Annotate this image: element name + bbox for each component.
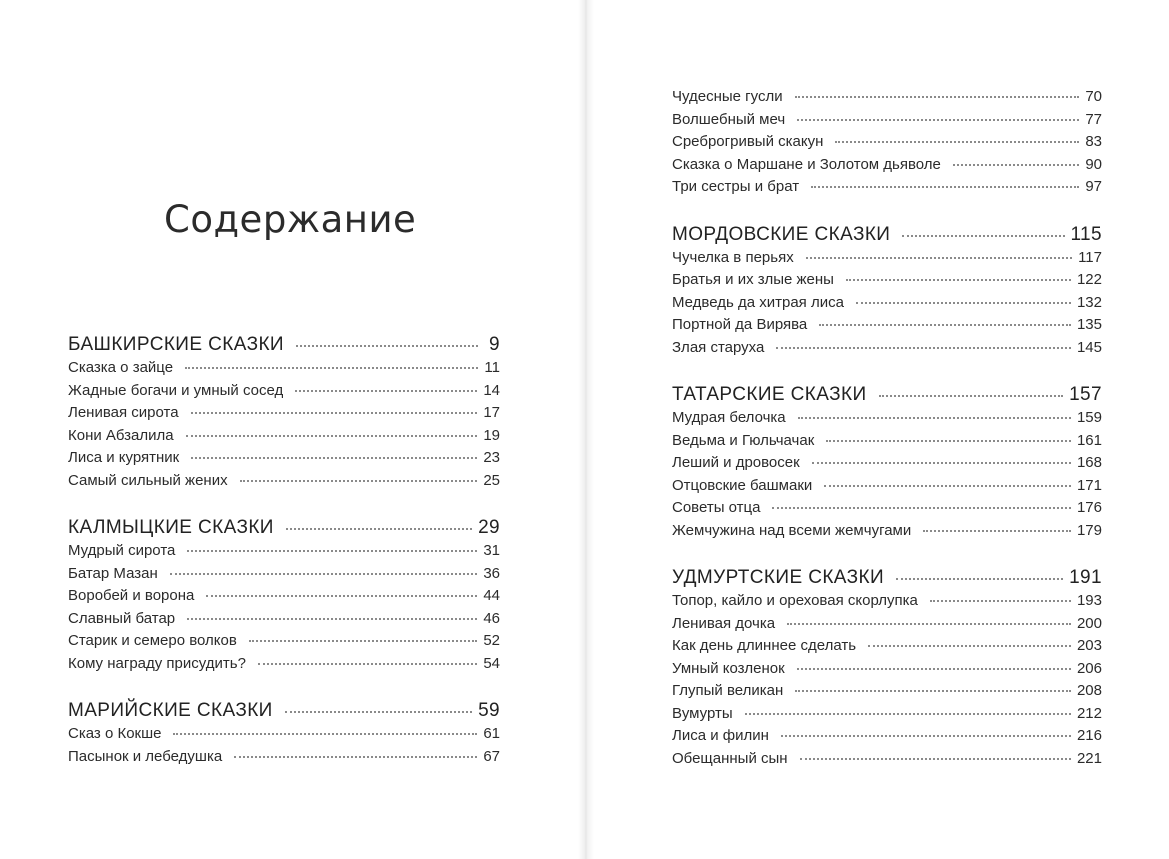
toc-right-column (672, 86, 1102, 794)
dot-leader (795, 689, 1071, 692)
toc-entry-page-number: 117 (1078, 248, 1102, 266)
section-heading-title: КАЛМЫЦКИЕ СКАЗКИ (68, 517, 274, 538)
dot-leader (173, 732, 477, 735)
toc-entry-title: Чучелка в перьях (672, 248, 794, 266)
toc-entry (68, 425, 500, 448)
toc-entry-page-number: 161 (1076, 431, 1102, 449)
toc-entry-page-number: 221 (1076, 749, 1102, 767)
toc-entry-page-number: 17 (483, 404, 500, 421)
toc-entry-page-number: 145 (1076, 338, 1102, 356)
toc-entry (672, 86, 1102, 109)
toc-entry-page-number: 132 (1076, 293, 1102, 311)
toc-entry-title: Воробей и ворона (68, 587, 195, 604)
toc-entry-title: Медведь да хитрая лиса (672, 293, 844, 311)
toc-entry-page-number: 23 (483, 449, 500, 466)
toc-entry-title: Отцовские башмаки (672, 476, 813, 494)
toc-entry-title: Жемчужина над всеми жемчугами (672, 521, 912, 539)
toc-entry-title: Пасынок и лебедушка (68, 747, 223, 765)
section-heading (68, 699, 500, 723)
toc-entry (68, 470, 500, 493)
dot-leader (953, 163, 1079, 166)
dot-leader (846, 278, 1071, 281)
toc-entry-title: Сказка о Маршане и Золотом дьяволе (672, 155, 941, 173)
toc-entry-page-number: 122 (1076, 271, 1102, 288)
toc-entry (672, 497, 1102, 520)
toc-entry-title: Ведьма и Гюльчачак (672, 431, 815, 449)
section-heading (672, 223, 1102, 247)
dot-leader (806, 256, 1072, 259)
toc-entry-title: Братья и их злые жены (672, 271, 834, 288)
dot-leader (187, 617, 477, 620)
toc-entry-page-number: 52 (483, 632, 500, 649)
section-heading (68, 333, 500, 357)
toc-entry (672, 452, 1102, 475)
dot-leader (258, 662, 477, 665)
dot-leader (187, 549, 477, 552)
toc-entry (68, 380, 500, 403)
toc-entry-page-number: 31 (483, 542, 500, 559)
toc-entry-page-number: 203 (1076, 637, 1102, 654)
toc-entry-page-number: 11 (484, 359, 500, 376)
toc-entry-page-number: 135 (1076, 316, 1102, 333)
toc-section (68, 333, 500, 492)
toc-entry-page-number: 77 (1085, 110, 1102, 128)
dot-leader (296, 344, 478, 347)
toc-entry (68, 608, 500, 631)
toc-entry (672, 635, 1102, 658)
toc-entry-title: Злая старуха (672, 338, 765, 356)
toc-entry (672, 176, 1102, 199)
toc-entry (672, 154, 1102, 177)
toc-entry-page-number: 206 (1076, 659, 1102, 677)
dot-leader (191, 411, 478, 414)
toc-entry-page-number: 25 (483, 471, 500, 489)
toc-entry (68, 746, 500, 769)
toc-entry (672, 430, 1102, 453)
toc-entry (68, 357, 500, 380)
dot-leader (879, 394, 1064, 397)
dot-leader (798, 416, 1071, 419)
dot-leader (835, 140, 1079, 143)
dot-leader (787, 622, 1071, 625)
toc-entry-title: Славный батар (68, 609, 176, 627)
toc-entry (68, 630, 500, 653)
section-page-number: 59 (478, 700, 500, 721)
section-page-number: 115 (1070, 223, 1102, 245)
dot-leader (286, 527, 472, 530)
toc-entry (68, 563, 500, 586)
toc-entry-title: Мудрая белочка (672, 409, 786, 426)
toc-entry (68, 723, 500, 746)
dot-leader (234, 755, 477, 758)
toc-entry-page-number: 216 (1076, 727, 1102, 744)
toc-entry-title: Портной да Вирява (672, 316, 808, 333)
toc-entry-title: Умный козленок (672, 659, 785, 677)
dot-leader (170, 572, 478, 575)
toc-entry (68, 585, 500, 608)
book-gutter (578, 0, 594, 859)
toc-entry-title: Ленивая дочка (672, 614, 776, 632)
toc-entry-page-number: 83 (1085, 133, 1102, 150)
dot-leader (776, 346, 1071, 349)
toc-entry-page-number: 208 (1076, 682, 1102, 699)
toc-entry (672, 337, 1102, 360)
dot-leader (240, 479, 478, 482)
section-heading-title: МОРДОВСКИЕ СКАЗКИ (672, 223, 891, 245)
toc-entry (672, 247, 1102, 270)
toc-entry-page-number: 90 (1085, 155, 1102, 173)
toc-entry (672, 269, 1102, 292)
toc-entry (672, 475, 1102, 498)
section-page-number: 191 (1069, 567, 1102, 588)
toc-entry (68, 653, 500, 676)
section-page-number: 9 (489, 334, 500, 355)
dot-leader (797, 118, 1079, 121)
toc-section (672, 566, 1102, 770)
dot-leader (249, 639, 477, 642)
toc-entry-page-number: 14 (483, 381, 500, 399)
toc-entry-title: Обещанный сын (672, 749, 788, 767)
toc-entry (672, 680, 1102, 703)
toc-entry (68, 540, 500, 563)
toc-entry-page-number: 168 (1076, 454, 1102, 471)
toc-entry-title: Советы отца (672, 499, 761, 516)
toc-entry-title: Кони Абзалила (68, 426, 174, 444)
toc-entry-title: Волшебный меч (672, 110, 786, 128)
dot-leader (285, 710, 472, 713)
dot-leader (896, 577, 1063, 580)
toc-entry-page-number: 171 (1076, 476, 1102, 494)
dot-leader (191, 456, 477, 459)
section-heading-title: УДМУРТСКИЕ СКАЗКИ (672, 567, 885, 588)
toc-entry-title: Ленивая сирота (68, 404, 179, 421)
toc-section (672, 86, 1102, 199)
section-heading (68, 516, 500, 540)
dot-leader (811, 185, 1079, 188)
toc-entry-page-number: 200 (1076, 614, 1102, 632)
toc-entry-title: Среброгривый скакун (672, 133, 824, 150)
toc-entry-page-number: 61 (483, 725, 500, 742)
toc-entry (672, 292, 1102, 315)
dot-leader (797, 667, 1071, 670)
toc-entry (672, 109, 1102, 132)
toc-entry-title: Жадные богачи и умный сосед (68, 381, 284, 399)
toc-entry (672, 314, 1102, 337)
toc-entry-title: Топор, кайло и ореховая скорлупка (672, 592, 918, 609)
toc-section (68, 699, 500, 768)
toc-entry-title: Вумурты (672, 704, 733, 722)
dot-leader (856, 301, 1071, 304)
dot-leader (812, 461, 1071, 464)
section-heading (672, 383, 1102, 407)
dot-leader (800, 757, 1071, 760)
toc-section (68, 516, 500, 675)
toc-entry (672, 658, 1102, 681)
section-page-number: 157 (1069, 384, 1102, 405)
dot-leader (819, 323, 1071, 326)
toc-entry-title: Мудрый сирота (68, 542, 176, 559)
dot-leader (206, 594, 477, 597)
dot-leader (923, 529, 1071, 532)
toc-entry-page-number: 36 (483, 564, 500, 582)
toc-entry-title: Кому награду присудить? (68, 654, 246, 672)
dot-leader (795, 95, 1080, 98)
toc-entry-title: Сказка о зайце (68, 359, 174, 376)
dot-leader (930, 599, 1071, 602)
toc-entry-page-number: 54 (483, 654, 500, 672)
toc-entry-page-number: 193 (1076, 592, 1102, 609)
toc-entry-page-number: 179 (1076, 521, 1102, 539)
section-heading-title: БАШКИРСКИЕ СКАЗКИ (68, 334, 284, 355)
toc-left-column (68, 333, 500, 792)
toc-entry-title: Три сестры и брат (672, 178, 800, 195)
dot-leader (186, 434, 478, 437)
toc-entry-title: Леший и дровосек (672, 454, 800, 471)
toc-entry (672, 725, 1102, 748)
toc-entry-title: Чудесные гусли (672, 88, 783, 105)
toc-entry-title: Лиса и филин (672, 727, 769, 744)
toc-entry (672, 131, 1102, 154)
toc-entry-title: Самый сильный жених (68, 471, 228, 489)
dot-leader (781, 734, 1071, 737)
dot-leader (902, 234, 1064, 237)
toc-entry-title: Батар Мазан (68, 564, 158, 582)
toc-entry (672, 613, 1102, 636)
dot-leader (745, 712, 1071, 715)
dot-leader (824, 484, 1071, 487)
toc-entry-title: Как день длиннее сделать (672, 637, 857, 654)
dot-leader (185, 366, 478, 369)
dot-leader (295, 389, 477, 392)
toc-entry-page-number: 44 (483, 587, 500, 604)
toc-entry-title: Старик и семеро волков (68, 632, 237, 649)
toc-section (672, 223, 1102, 360)
section-heading-title: ТАТАРСКИЕ СКАЗКИ (672, 384, 867, 405)
toc-entry-page-number: 19 (483, 426, 500, 444)
toc-entry-title: Сказ о Кокше (68, 725, 162, 742)
toc-entry-page-number: 46 (483, 609, 500, 627)
dot-leader (826, 439, 1071, 442)
toc-entry-title: Глупый великан (672, 682, 784, 699)
toc-entry (68, 447, 500, 470)
toc-entry (672, 703, 1102, 726)
toc-section (672, 383, 1102, 542)
toc-entry (68, 402, 500, 425)
section-heading-title: МАРИЙСКИЕ СКАЗКИ (68, 700, 273, 721)
toc-entry-page-number: 70 (1085, 88, 1102, 105)
toc-entry-page-number: 97 (1085, 178, 1102, 195)
section-heading (672, 566, 1102, 590)
dot-leader (772, 506, 1071, 509)
toc-entry (672, 520, 1102, 543)
toc-entry-page-number: 159 (1076, 409, 1102, 426)
toc-entry-page-number: 67 (483, 747, 500, 765)
section-page-number: 29 (478, 517, 500, 538)
toc-entry (672, 590, 1102, 613)
toc-entry-page-number: 212 (1076, 704, 1102, 722)
page-title: Содержание (164, 198, 417, 241)
toc-entry (672, 407, 1102, 430)
toc-entry (672, 748, 1102, 771)
toc-entry-page-number: 176 (1076, 499, 1102, 516)
dot-leader (868, 644, 1071, 647)
toc-entry-title: Лиса и курятник (68, 449, 180, 466)
